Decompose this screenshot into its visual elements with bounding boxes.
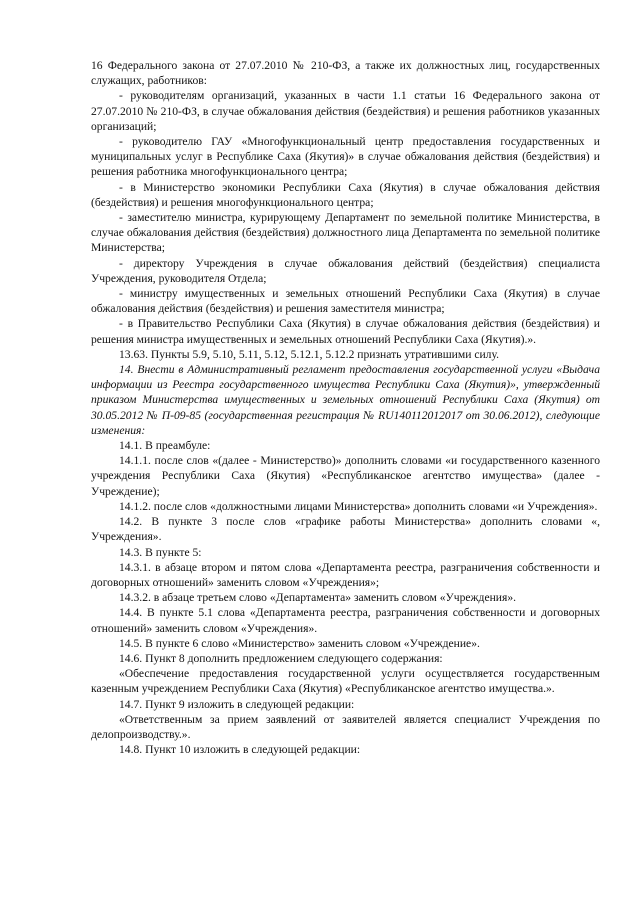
paragraph: 14.5. В пункте 6 слово «Министерство» заменить словом «Учреждение». bbox=[119, 636, 480, 650]
paragraph: - в Правительство Республики Саха (Якутия) в случае обжалования действия (бездействия) и решения министра имущественных и земельных отношений Республики Саха (Якутия).». bbox=[91, 317, 600, 346]
paragraph: 14.1. В преамбуле: bbox=[119, 439, 211, 453]
paragraph: 14.8. Пункт 10 изложить в следующей редакции: bbox=[119, 743, 361, 757]
paragraph: - в Министерство экономики Республики Саха (Якутия) в случае обжалования действия (бездействия) и решения многофункционального центра; bbox=[91, 180, 600, 209]
paragraph: 14.1.1. после слов «(далее - Министерство)» дополнить словами «и государственного казенного учреждения Республики Саха (Якутия) «Республиканское агентство имущества» (далее - Учреждение); bbox=[91, 454, 600, 498]
paragraph: 14.7. Пункт 9 изложить в следующей редакции: bbox=[119, 697, 355, 711]
paragraph: - руководителям организаций, указанных в части 1.1 статьи 16 Федерального закона от 27.07.2010 № 210-ФЗ, в случае обжалования действия (бездействия) и решения работников указанных организаций; bbox=[91, 89, 600, 133]
paragraph: 14.3. В пункте 5: bbox=[119, 545, 202, 559]
paragraph: 14. Внести в Административный регламент предоставления государственной услуги «Выдача информации из Реестра государственного имущества Республики Саха (Якутия)», утвержденный приказом Министерства имущественных и земельных отношений Республики Саха (Якутия) от 30.05.2012 № П-09-85 (государственная регистрация № RU140112012017 от 30.06.2012), следующие изменения: bbox=[91, 363, 600, 437]
paragraph: «Ответственным за прием заявлений от заявителей является специалист Учреждения по делопроизводству.». bbox=[91, 712, 600, 741]
paragraph: 14.6. Пункт 8 дополнить предложением следующего содержания: bbox=[119, 651, 443, 665]
paragraph: 16 Федерального закона от 27.07.2010 № 210-ФЗ, а также их должностных лиц, государственных служащих, работников: bbox=[91, 59, 600, 88]
paragraph: - директору Учреждения в случае обжалования действий (бездействия) специалиста Учреждения, руководителя Отдела; bbox=[91, 256, 600, 285]
paragraph: 14.3.1. в абзаце втором и пятом слова «Департамента реестра, разграничения собственности и договорных отношений» заменить словом «Учреждения»; bbox=[91, 560, 600, 589]
paragraph: 14.2. В пункте 3 после слов «графике работы Министерства» дополнить словами «, Учреждения». bbox=[91, 515, 600, 544]
paragraph: 14.4. В пункте 5.1 слова «Департамента реестра, разграничения собственности и договорных отношений» заменить словом «Учреждения». bbox=[91, 606, 600, 635]
paragraph: 14.1.2. после слов «должностными лицами Министерства» дополнить словами «и Учреждения». bbox=[119, 499, 598, 513]
paragraph: «Обеспечение предоставления государственной услуги осуществляется государственным казенным учреждением Республики Саха (Якутия) «Республиканское агентство имущества.». bbox=[91, 667, 600, 696]
paragraph: - руководителю ГАУ «Многофункциональный центр предоставления государственных и муниципальных услуг в Республике Саха (Якутия)» в случае обжалования действия (бездействия) и решения работника многофункционального центра; bbox=[91, 135, 600, 179]
document-body bbox=[91, 58, 600, 757]
paragraph: - заместителю министра, курирующему Департамент по земельной политике Министерства, в случае обжалования действия (бездействия) должностного лица Департамента по земельной политике Министерства; bbox=[91, 211, 600, 255]
paragraph: 14.3.2. в абзаце третьем слово «Департамента» заменить словом «Учреждения». bbox=[119, 591, 517, 605]
paragraph: 13.63. Пункты 5.9, 5.10, 5.11, 5.12, 5.12.1, 5.12.2 признать утратившими силу. bbox=[119, 347, 499, 361]
paragraph: - министру имущественных и земельных отношений Республики Саха (Якутия) в случае обжалования действия (бездействия) и решения заместителя министра; bbox=[91, 287, 600, 316]
